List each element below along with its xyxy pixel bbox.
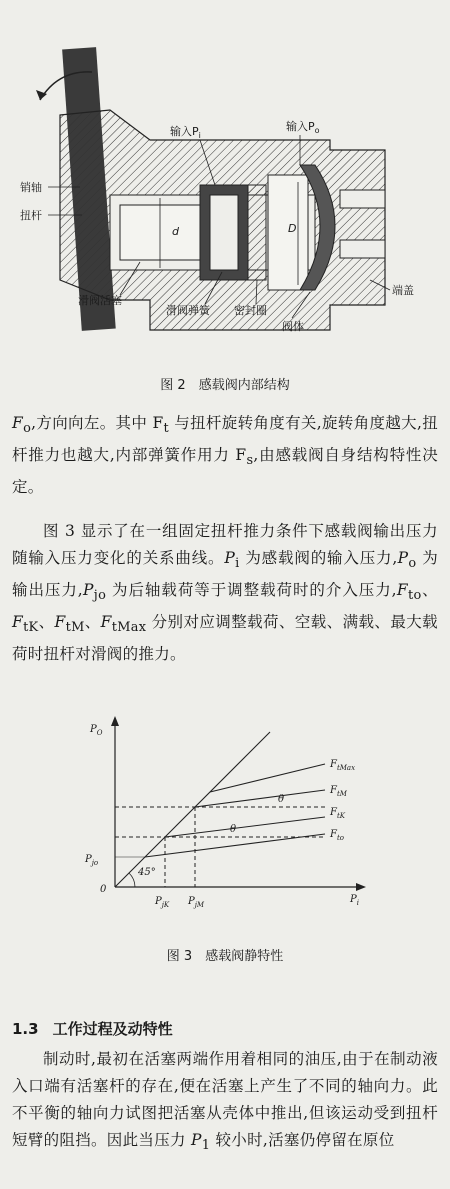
label-lever: 扭杆 — [20, 209, 42, 222]
theta-upper: θ — [278, 794, 285, 805]
paragraph-2: 图 3 显示了在一组固定扭杆推力条件下感载阀输出压力随输入压力变化的关系曲线。$P_i$ 为感载阀的输入压力$,P_o$ 为输出压力$,P_{jo}$ 为后轴载荷等于调整载荷时的介入压力$,F_{to}$、$F_{tK}$、$F_{tM}$、$F_{tMax}$ 分别对应调整载荷、空载、满载、最大载荷时扭杆对滑阀的推力。 — [12, 522, 439, 664]
label-spool-spring: 滑阀弹簧 — [166, 304, 210, 317]
figure-2-caption: 图 2 感载阀内部结构 — [160, 378, 290, 393]
label-input-po: 输入$P_o$ — [286, 120, 320, 135]
paragraph-3: 制动时,最初在活塞两端作用着相同的油压,由于在制动液入口端有活塞杆的存在,便在活塞上产生了不同的轴向力。此不平衡的轴向力试图把活塞从壳体中推出,但该运动受到扭杆短臂的阻挡。因此当压力 $P_1$ 较小时,活塞仍停留在原位 — [12, 1050, 438, 1154]
label-cap: 端盖 — [392, 284, 414, 297]
x-axis-label: $P_i$ — [350, 894, 359, 907]
y-axis-label: $P_O$ — [90, 724, 103, 737]
angle-45-label: 45° — [138, 867, 156, 878]
seal-ring — [248, 185, 266, 280]
theta-lower: θ — [230, 824, 237, 835]
curve-ftk — [165, 817, 325, 837]
label-pjm: $P_{jM}$ — [188, 896, 205, 909]
label-ftmax: $F_{tMax}$ — [330, 759, 356, 772]
label-spool-piston: 滑阀活塞 — [78, 294, 122, 307]
label-d: d — [172, 225, 179, 238]
label-ftm: $F_{tM}$ — [330, 785, 347, 798]
label-pin: 销轴 — [20, 181, 42, 194]
paragraph-1: $F_o$,方向向左。其中 $F_t$ 与扭杆旋转角度有关,旋转角度越大,扭杆推力也越大,内部弹簧作用力 $F_s$,由感载阀自身结构特性决定。 — [12, 414, 439, 497]
figure-3-static-characteristic — [60, 712, 390, 942]
label-seal: 密封圈 — [234, 304, 267, 317]
curve-ftm — [195, 790, 325, 807]
origin-label: 0 — [100, 884, 107, 895]
label-fto: $F_{to}$ — [330, 829, 344, 842]
label-ftk: $F_{tK}$ — [330, 807, 345, 820]
section-heading: 1.3 工作过程及动特性 — [12, 1020, 173, 1038]
label-pjk: $P_{jK}$ — [155, 896, 170, 909]
label-body: 阀体 — [282, 320, 304, 333]
line-45deg — [115, 732, 270, 887]
label-pjo: $P_{jo}$ — [85, 854, 99, 867]
figure-3-caption: 图 3 感载阀静特性 — [166, 949, 284, 964]
label-input-pi: 输入$P_i$ — [170, 125, 201, 140]
curve-ftmax — [210, 764, 325, 792]
label-D: D — [288, 222, 297, 235]
figure-2-valve-structure — [0, 0, 450, 395]
